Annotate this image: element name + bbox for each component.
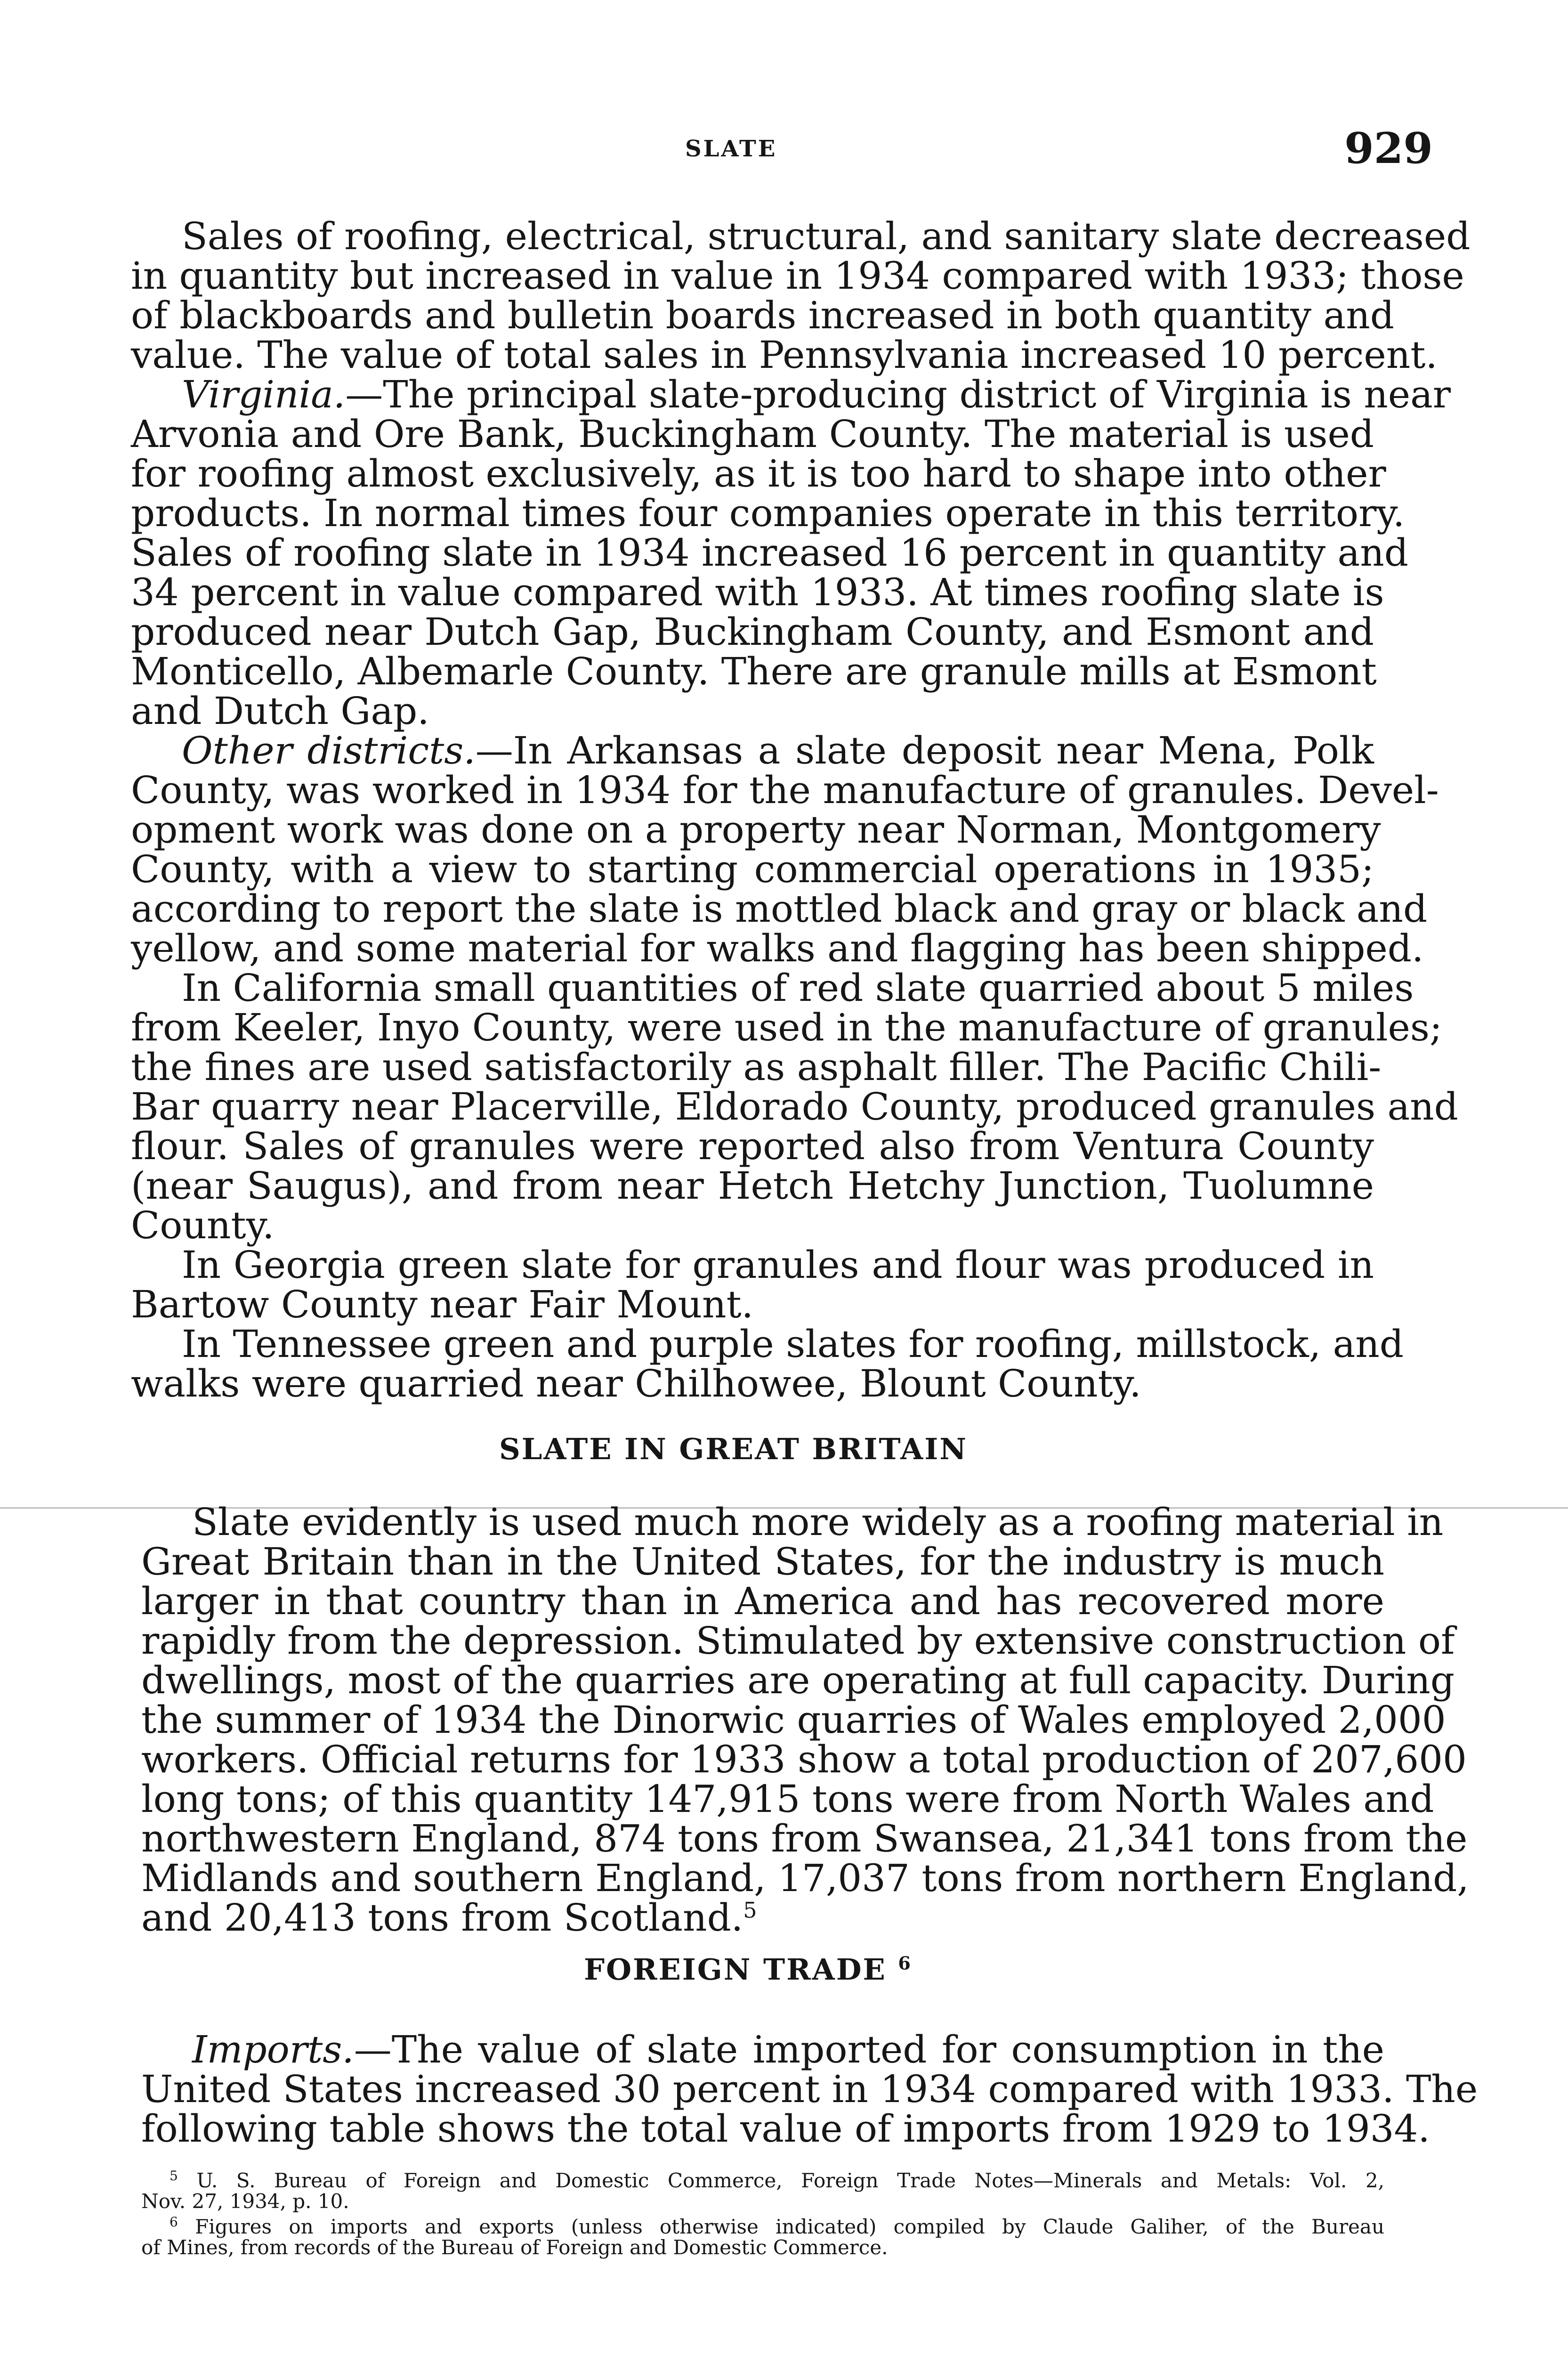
text-line: in quantity but increased in value in 1934 compared with 1933; those — [131, 254, 1464, 298]
run-in-heading-imports: Imports. — [192, 2028, 354, 2071]
text-line: In Tennessee green and purple slates for roofing, millstock, and — [182, 1322, 1404, 1366]
text-line: Great Britain than in the United States, for the industry is much — [141, 1540, 1384, 1584]
text-line: of blackboards and bulletin boards increased in both quantity and — [131, 293, 1394, 337]
text-line: larger in that country than in America and has recovered more — [141, 1579, 1384, 1623]
run-in-heading-other-districts: Other districts. — [182, 729, 476, 772]
text-line: northwestern England, 874 tons from Swansea, 21,341 tons from the — [141, 1817, 1468, 1860]
text-line: and Dutch Gap. — [131, 689, 429, 733]
text-line — [141, 1898, 1384, 1938]
text-line: Bar quarry near Placerville, Eldorado County, produced granules and — [131, 1085, 1458, 1129]
text-line: from Keeler, Inyo County, were used in the manufacture of granules; — [131, 1006, 1442, 1049]
paragraph-georgia — [131, 1245, 1374, 1324]
paragraph-tennessee — [131, 1322, 1404, 1405]
text-line — [131, 731, 1374, 771]
paragraph-pennsylvania-sales — [131, 214, 1471, 377]
text-line: County, with a view to starting commercial operations in 1935; — [131, 847, 1374, 891]
text-line: (near Saugus), and from near Hetch Hetchy Junction, Tuolumne — [131, 1164, 1374, 1208]
text-line: In California small quantities of red slate quarried about 5 miles — [182, 966, 1414, 1010]
text-line: yellow, and some material for walks and flagging has been shipped. — [131, 926, 1424, 970]
text-line: Sales of roofing slate in 1934 increased 16 percent in quantity and — [131, 531, 1408, 575]
heading-text: FOREIGN TRADE — [584, 1952, 887, 1987]
text-line: Bartow County near Fair Mount. — [131, 1283, 754, 1326]
text-line: the fines are used satisfactorily as asphalt filler. The Pacific Chili- — [131, 1045, 1382, 1089]
text-run: —The value of slate imported for consumption in the — [354, 2028, 1384, 2071]
text-line: United States increased 30 percent in 1934 compared with 1933. The — [141, 2067, 1478, 2111]
paragraph-california — [131, 966, 1458, 1247]
paragraph-other-districts — [131, 729, 1439, 970]
text-line: Monticello, Albemarle County. There are granule mills at Esmont — [131, 650, 1377, 693]
text-line: County. — [131, 1203, 275, 1247]
text-line: flour. Sales of granules were reported also from Ventura County — [131, 1124, 1374, 1168]
text-line: dwellings, most of the quarries are operating at full capacity. During — [141, 1658, 1455, 1702]
paragraph-imports — [141, 2028, 1478, 2151]
footnote-reference-6[interactable]: 6 — [898, 1952, 912, 1974]
text-run: and 20,413 tons from Scotland. — [141, 1896, 744, 1940]
text-line: County, was worked in 1934 for the manufacture of granules. Devel- — [131, 768, 1439, 812]
section-heading-foreign-trade — [584, 1952, 912, 1987]
text-line: Slate evidently is used much more widely as a roofing material in — [192, 1500, 1444, 1544]
footnote-number: 6 — [170, 2214, 178, 2230]
text-line: value. The value of total sales in Pennsylvania increased 10 percent. — [131, 333, 1438, 377]
text-line: long tons; of this quantity 147,915 tons were from North Wales and — [141, 1777, 1434, 1821]
text-line: Midlands and southern England, 17,037 tons from northern England, — [141, 1856, 1469, 1900]
text-line: the summer of 1934 the Dinorwic quarries of Wales employed 2,000 — [141, 1698, 1446, 1742]
text-line — [141, 2030, 1384, 2070]
footnote-text: Figures on imports and exports (unless otherwise indicated) compiled by Claude Galiher, of the Bureau — [195, 2215, 1384, 2238]
text-line: following table shows the total value of imports from 1929 to 1934. — [141, 2107, 1430, 2151]
footnote-6-line — [141, 2212, 1384, 2237]
text-line: walks were quarried near Chilhowee, Blount County. — [131, 1362, 1141, 1405]
text-line: produced near Dutch Gap, Buckingham County, and Esmont and — [131, 610, 1374, 654]
text-line: for roofing almost exclusively, as it is too hard to shape into other — [131, 452, 1386, 495]
footnote-5-line — [141, 2166, 1384, 2191]
footnotes — [141, 2166, 1384, 2258]
text-line: workers. Official returns for 1933 show a total production of 207,600 — [141, 1738, 1467, 1781]
footnote-reference-5[interactable]: 5 — [743, 1897, 757, 1923]
text-line: opment work was done on a property near Norman, Montgomery — [131, 808, 1381, 852]
footnote-5-line: Nov. 27, 1934, p. 10. — [141, 2190, 349, 2213]
paragraph-virginia — [131, 373, 1451, 733]
text-run: —The principal slate-producing district of Virginia is near — [345, 373, 1451, 416]
text-line: products. In normal times four companies operate in this territory. — [131, 491, 1405, 535]
text-line — [131, 373, 1451, 416]
text-line: 34 percent in value compared with 1933. At times roofing slate is — [131, 570, 1384, 614]
text-line: rapidly from the depression. Stimulated by extensive construction of — [141, 1619, 1455, 1663]
footnote-number: 5 — [170, 2168, 178, 2184]
run-in-heading-virginia: Virginia. — [182, 373, 346, 416]
text-line: Sales of roofing, electrical, structural, and sanitary slate decreased — [182, 214, 1471, 258]
paragraph-great-britain — [141, 1500, 1469, 1940]
text-line: In Georgia green slate for granules and flour was produced in — [182, 1243, 1374, 1287]
footnote-text: U. S. Bureau of Foreign and Domestic Commerce, Foreign Trade Notes—Minerals and Metals: Vol. 2, — [196, 2169, 1384, 2192]
text-line: Arvonia and Ore Bank, Buckingham County. The material is used — [131, 412, 1374, 456]
page-number: 929 — [1344, 123, 1433, 173]
footnote-6-line: of Mines, from records of the Bureau of Foreign and Domestic Commerce. — [141, 2236, 888, 2259]
text-line: according to report the slate is mottled black and gray or black and — [131, 887, 1428, 931]
running-title: SLATE — [685, 136, 777, 162]
text-run: —In Arkansas a slate deposit near Mena, Polk — [475, 729, 1374, 772]
section-heading-great-britain: SLATE IN GREAT BRITAIN — [499, 1432, 968, 1466]
